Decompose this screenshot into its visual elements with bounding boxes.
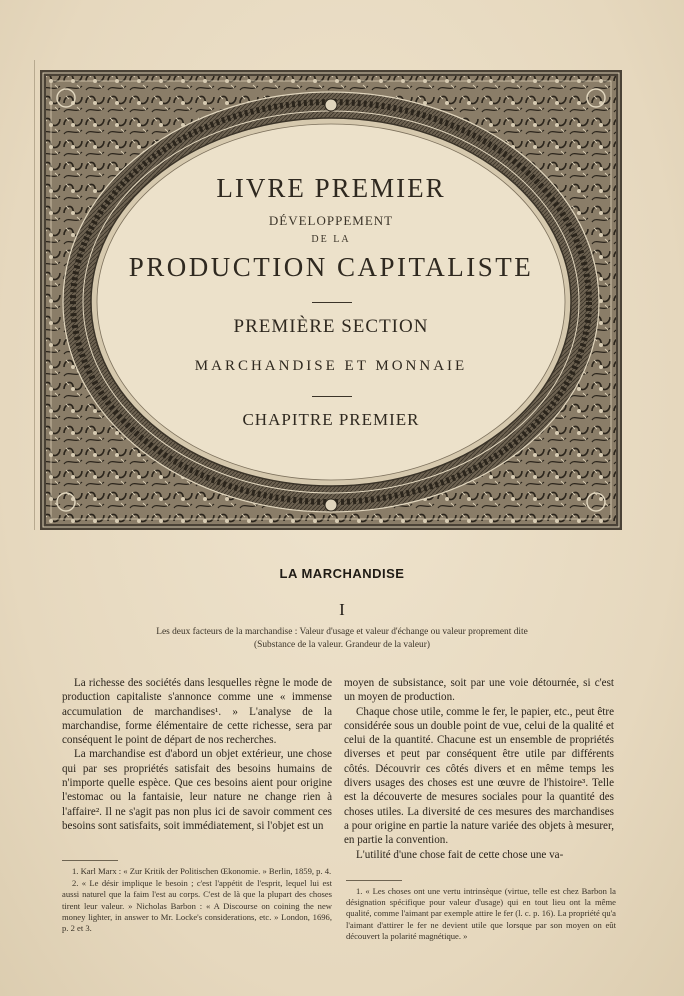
body-column-left (62, 676, 332, 833)
section-title: PREMIÈRE SECTION (233, 316, 429, 337)
paragraph: L'utilité d'une chose fait de cette chose une va- (356, 848, 564, 861)
footnote: 2. « Le désir implique le besoin ; c'est l'appétit de l'esprit, lequel lui est aussi naturel que la faim l'est au corps. C'est de là que la plupart des choses tirent leur valeur. » Nicholas Barbon : « A Discourse on coining the new money lighter, in answer to Mr. Locke's considerations, etc. » London, 1696, p. 2 et 3. (62, 878, 332, 934)
footnote-divider (346, 880, 402, 881)
footnotes-right (346, 886, 616, 943)
section-subtitle: MARCHANDISE ET MONNAIE (194, 358, 468, 374)
title-divider (312, 302, 352, 303)
body-column-right (344, 676, 614, 862)
book-subtitle-production: PRODUCTION CAPITALISTE (128, 252, 534, 282)
footnote-divider (62, 860, 118, 861)
part-number: I (339, 600, 345, 619)
paragraph: La richesse des sociétés dans lesquelles règne le mode de production capitaliste s'annonce comme une « immense accumulation de marchandises¹. » L'analyse de la marchandise, forme élémentaire de cette richesse, sera par conséquent le point de départ de nos recherches. (62, 677, 332, 747)
paragraph: Chaque chose utile, comme le fer, le papier, etc., peut être considérée sous un double point de vue, celui de la qualité et celui de la quantité. Chacune est un ensemble de propriétés diverses et peut par conséquent être utile par différents côtés. Découvrir ces côtés divers et en même temps les divers usages des choses est une œuvre de l'histoire³. Telle est la découverte de mesures sociales pour la quantité des choses utiles. La diversité de ces mesures des marchandises a pour origine en partie la nature variée des objets à mesurer, en partie la convention. (344, 705, 615, 847)
chapter-title: CHAPITRE PREMIER (242, 410, 420, 429)
paragraph: La marchandise est d'abord un objet extérieur, une chose qui par ses propriétés satisfait des besoins humains de n'importe quelle espèce. Que ces besoins aient pour origine l'estomac ou la fantaisie, leur nature ne change rien à l'affaire². Il ne s'agit pas non plus ici de savoir comment ces besoins sont satisfaits, soit immédiatement, si l'objet est un (62, 748, 332, 832)
footnotes-left (62, 866, 332, 935)
paragraph: moyen de subsistance, soit par une voie détournée, si c'est un moyen de production. (344, 677, 614, 704)
part-summary-line: Les deux facteurs de la marchandise : Valeur d'usage et valeur d'échange ou valeur proprement dite (156, 627, 528, 637)
section-divider (312, 396, 352, 397)
book-subtitle-developpement: DÉVELOPPEMENT (268, 213, 394, 228)
part-summary (90, 626, 594, 652)
margin-rule (34, 60, 35, 530)
book-subtitle-de-la: DE LA (311, 234, 351, 245)
frame-title-block (40, 70, 622, 530)
book-title: LIVRE PREMIER (216, 173, 446, 203)
part-summary-line: (Substance de la valeur. Grandeur de la valeur) (254, 640, 430, 650)
chapter-heading: LA MARCHANDISE (279, 566, 405, 581)
footnote: 1. Karl Marx : « Zur Kritik der Politischen Œkonomie. » Berlin, 1859, p. 4. (72, 866, 332, 876)
footnote: 1. « Les choses ont une vertu intrinsèque (virtue, telle est chez Barbon la désignation spécifique pour valeur d'usage) qui en tout lieu ont la même qualité, comme l'aimant par exemple attire le fer (l. c. p. 16). La propriété qu'a l'aimant d'attirer le fer ne devient utile que lorsque par son moyen on eût découvert la polarité magnétique. » (346, 886, 616, 941)
